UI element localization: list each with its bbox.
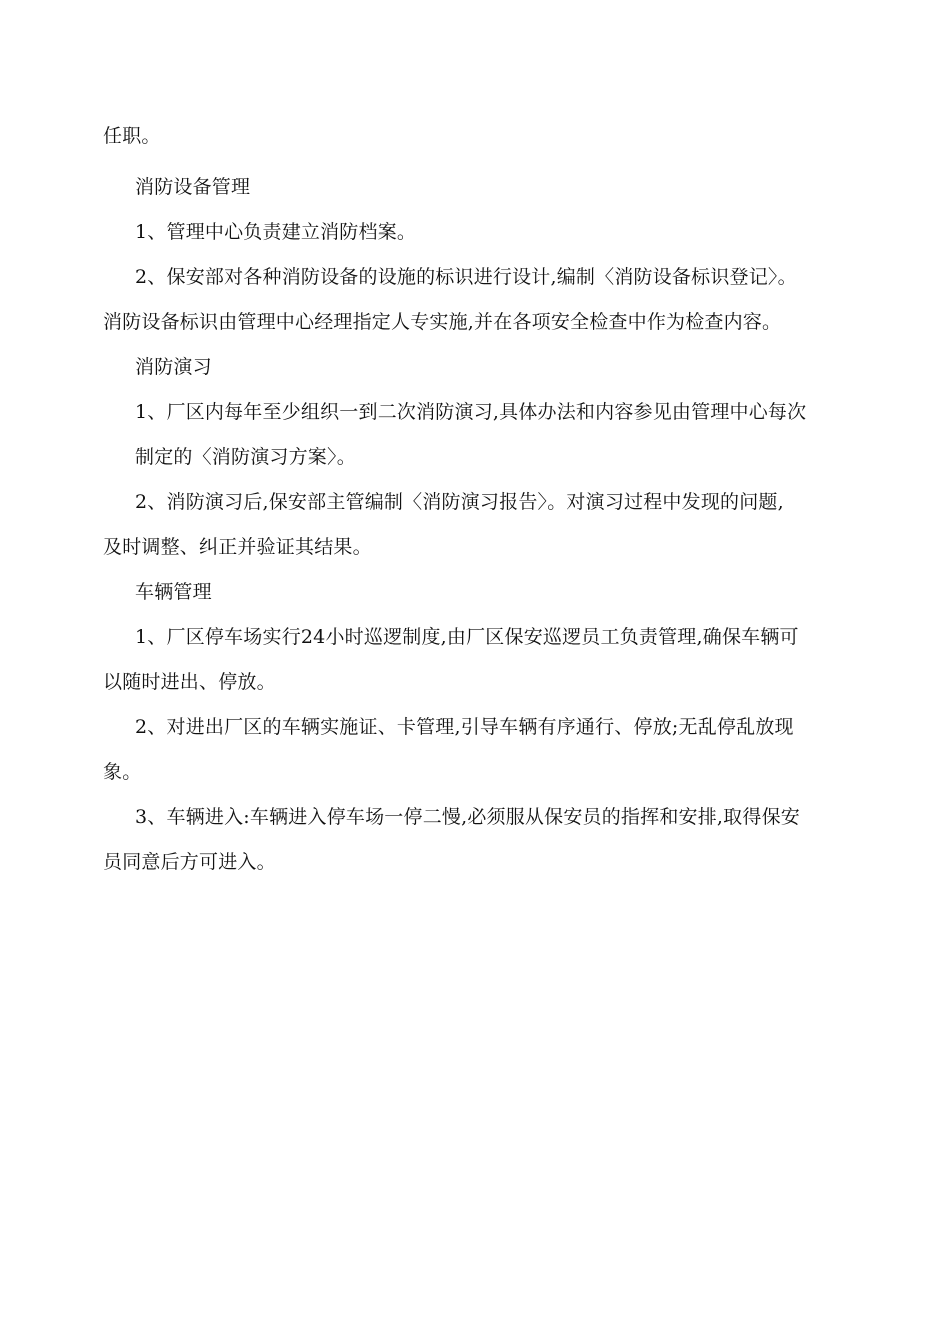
text-line: 2、消防演习后,保安部主管编制〈消防演习报告〉。对演习过程中发现的问题, <box>135 491 784 513</box>
text-line: 任职。 <box>103 125 161 147</box>
text-line: 制定的〈消防演习方案〉。 <box>135 446 356 468</box>
text-line: 及时调整、纠正并验证其结果。 <box>103 536 372 558</box>
text-line: 1、管理中心负责建立消防档案。 <box>135 221 417 243</box>
text-line: 消防设备标识由管理中心经理指定人专实施,并在各项安全检查中作为检查内容。 <box>103 311 782 333</box>
section-heading-vehicle-management: 车辆管理 <box>135 581 212 603</box>
section-heading-fire-drill: 消防演习 <box>135 356 212 378</box>
text-line: 员同意后方可进入。 <box>103 851 276 873</box>
text-line: 2、保安部对各种消防设备的设施的标识进行设计,编制〈消防设备标识登记〉。 <box>135 266 797 288</box>
text-line: 2、对进出厂区的车辆实施证、卡管理,引导车辆有序通行、停放;无乱停乱放现 <box>135 716 794 738</box>
text-line: 1、厂区内每年至少组织一到二次消防演习,具体办法和内容参见由管理中心每次 <box>135 401 807 423</box>
text-line: 象。 <box>103 761 142 783</box>
text-line: 1、厂区停车场实行24小时巡逻制度,由厂区保安巡逻员工负责管理,确保车辆可 <box>135 626 799 648</box>
text-line: 3、车辆进入:车辆进入停车场一停二慢,必须服从保安员的指挥和安排,取得保安 <box>135 806 800 828</box>
section-heading-fire-equipment: 消防设备管理 <box>135 176 251 198</box>
text-line: 以随时进出、停放。 <box>103 671 276 693</box>
